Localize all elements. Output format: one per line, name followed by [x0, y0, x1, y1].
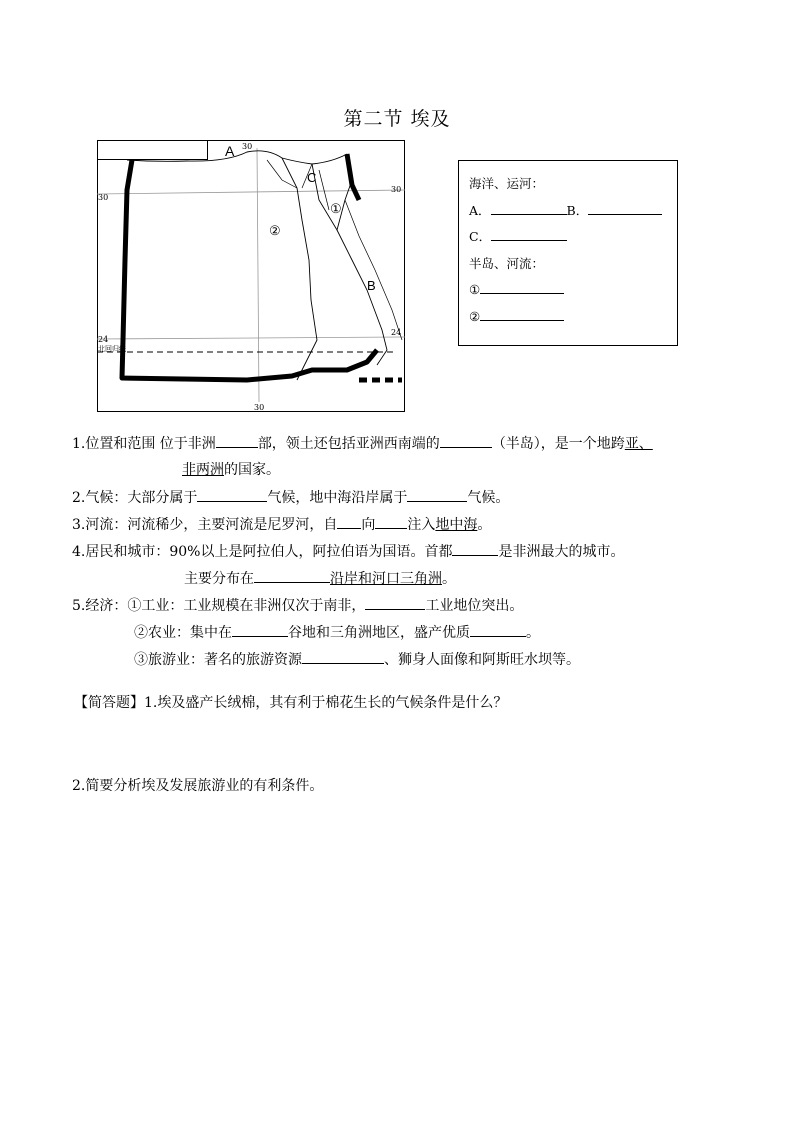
map-label-2: ②: [269, 224, 281, 239]
blank-q1-peninsula[interactable]: [440, 433, 492, 448]
map-label-a: A: [225, 143, 235, 159]
lon-30-top: 30: [242, 142, 253, 151]
question-5-line-1: 5.经济：①工业：工业规模在非洲仅次于南非， 工业地位突出。: [72, 595, 523, 616]
blank-q5-industry[interactable]: [365, 595, 425, 610]
label-c: C．: [469, 229, 492, 244]
lat-30-left: 30: [98, 193, 109, 202]
question-5-line-2: ②农业：集中在 谷地和三角洲地区，盛产优质 。: [134, 622, 540, 643]
short-answer-1: 【简答题】1.埃及盛产长绒棉，其有利于棉花生长的气候条件是什么？: [74, 695, 508, 711]
map-fill-box: [458, 160, 678, 346]
blank-2[interactable]: [480, 306, 564, 321]
map-title-box: [98, 141, 208, 160]
lat-30-right: 30: [391, 185, 402, 194]
page-title: 第二节 埃及: [343, 108, 451, 130]
question-1-line-1: 1.位置和范围 位于非洲 部，领土还包括亚洲西南端的 （半岛），是一个地跨亚、: [72, 433, 653, 454]
lat-24-right: 24: [391, 328, 402, 337]
label-2: ②: [469, 308, 481, 324]
map-label-b: B: [367, 278, 376, 293]
blank-q5-tourism[interactable]: [302, 649, 384, 664]
question-4-line-1: 4.居民和城市：90%以上是阿拉伯人，阿拉伯语为国语。首都 是非洲最大的城市。: [72, 541, 624, 562]
pen-heading: 半岛、河流：: [469, 255, 545, 271]
question-4-line-2: 主要分布在 沿岸和河口三角洲。: [184, 568, 456, 589]
blank-q5-valley[interactable]: [232, 622, 288, 637]
blank-1[interactable]: [480, 279, 564, 294]
sea-heading: 海洋、运河：: [469, 176, 545, 191]
question-3: 3.河流：河流稀少，主要河流是尼罗河，自 向 注入地中海。: [72, 514, 491, 535]
question-2: 2.气候：大部分属于 气候，地中海沿岸属于 气候。: [72, 487, 509, 508]
blank-c[interactable]: [491, 226, 567, 241]
blank-q1-part[interactable]: [216, 433, 258, 448]
map-label-1: ①: [330, 202, 342, 217]
short-answer-heading: 【简答题】: [74, 695, 144, 711]
question-5-line-3: ③旅游业：著名的旅游资源 、狮身人面像和阿斯旺水坝等。: [134, 649, 580, 670]
blank-q2-climate-coast[interactable]: [407, 487, 467, 502]
short-answer-2: 2.简要分析埃及发展旅游业的有利条件。: [72, 778, 324, 794]
blank-q5-product[interactable]: [470, 622, 526, 637]
tropic-label: 北回归线: [98, 345, 126, 353]
label-1: ①: [469, 282, 481, 297]
blank-q3-to[interactable]: [375, 514, 407, 529]
label-a: A．: [469, 202, 491, 218]
blank-a[interactable]: [491, 200, 567, 215]
blank-b[interactable]: [588, 200, 662, 215]
lon-30-bottom: 30: [254, 403, 265, 412]
blank-q4-distribution[interactable]: [254, 568, 330, 583]
map-label-c: C: [307, 170, 317, 185]
lat-24-left: 24: [98, 335, 109, 344]
blank-q3-from[interactable]: [337, 514, 361, 529]
label-b: B．: [566, 202, 589, 218]
question-1-line-2: 非两洲的国家。: [182, 462, 280, 478]
egypt-map: [97, 140, 405, 412]
blank-q4-capital[interactable]: [452, 541, 498, 556]
blank-q2-climate-main[interactable]: [197, 487, 267, 502]
